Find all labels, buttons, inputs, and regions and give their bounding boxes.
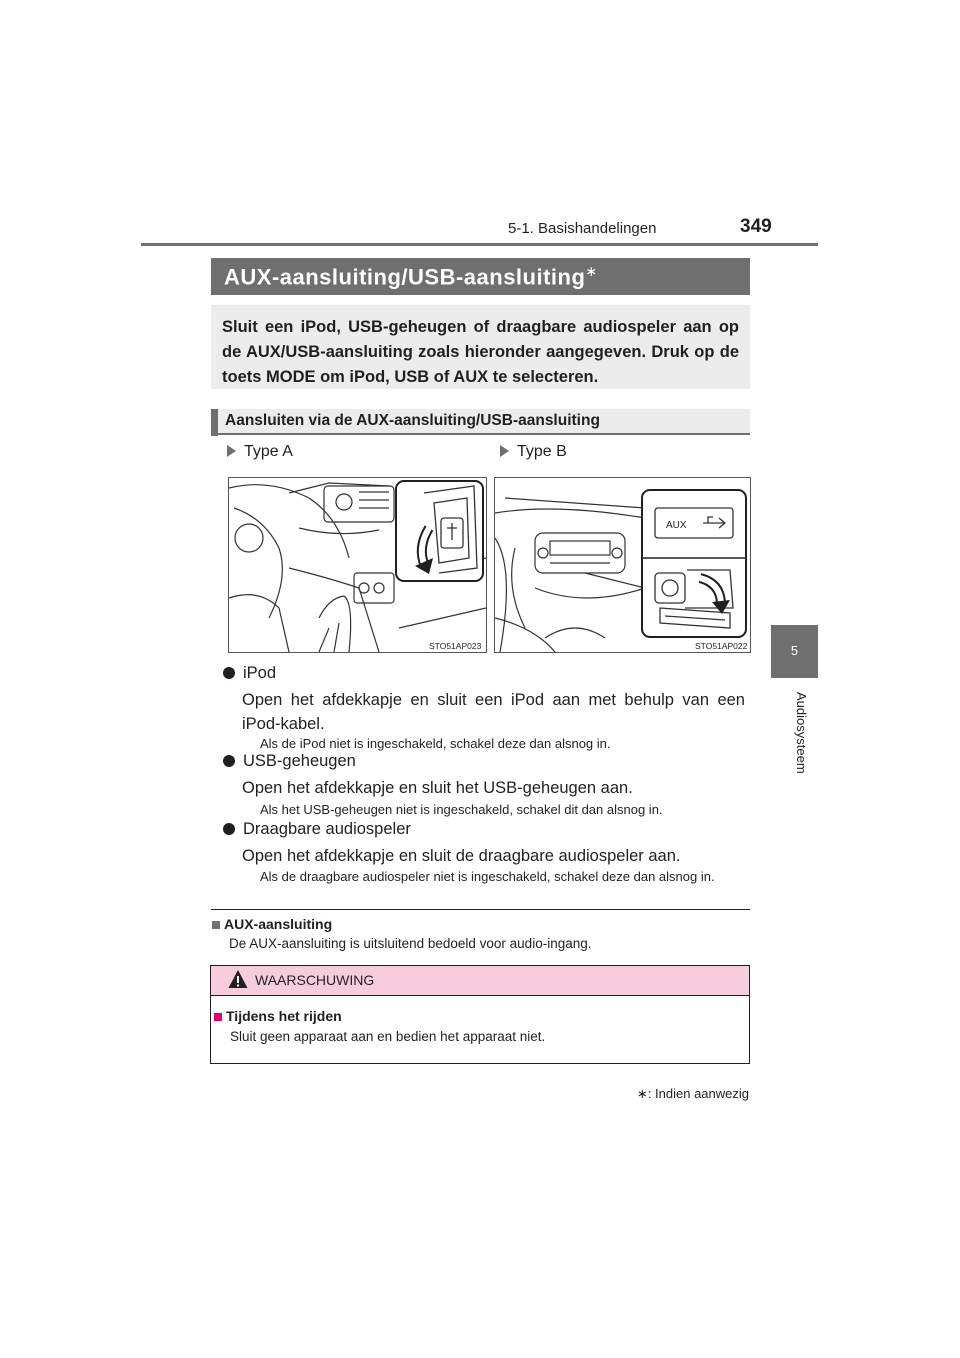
list-item-description: Open het afdekkapje en sluit een iPod aan met behulp van een iPod-kabel.	[242, 691, 745, 733]
list-item-note: Als de iPod niet is ingeschakeld, schakel deze dan alsnog in.	[260, 736, 611, 751]
list-item-title: USB-geheugen	[243, 752, 356, 770]
figure-type-a	[228, 477, 487, 653]
section-divider	[211, 909, 750, 910]
footnote-text: : Indien aanwezig	[647, 1086, 749, 1101]
list-item-usb	[223, 752, 356, 771]
subsection-heading	[218, 409, 750, 435]
intro-text: Sluit een iPod, USB-geheugen of draagbare audiospeler aan op de AUX/USB-aansluiting zoals hieronder aangegeven. Druk op de toets MODE om iPod, USB of AUX te selecteren.	[222, 318, 739, 386]
page-title-text: AUX-aansluiting/USB-aansluiting	[224, 264, 586, 290]
warning-triangle-icon	[228, 969, 248, 989]
bullet-icon	[223, 667, 235, 679]
subsection-accent	[211, 409, 218, 436]
figure-code-a: STO51AP023	[429, 641, 482, 651]
page-title-bar	[211, 258, 750, 295]
triangle-icon	[227, 445, 236, 457]
figure-type-b	[494, 477, 751, 653]
list-item-title: iPod	[243, 664, 277, 682]
list-item-title: Draagbare audiospeler	[243, 820, 411, 838]
bullet-icon	[223, 823, 235, 835]
figure-label-a	[227, 443, 293, 461]
list-item-description: Open het afdekkapje en sluit de draagbare audiospeler aan.	[242, 847, 681, 865]
figure-code-b: STO51AP022	[695, 641, 748, 651]
dashboard-illustration-a	[229, 478, 486, 652]
figure-label-b	[500, 443, 567, 461]
header-rule	[141, 243, 818, 246]
footnote	[601, 1086, 749, 1102]
list-item-audio-player	[223, 820, 411, 839]
warning-heading	[214, 1008, 342, 1024]
triangle-icon	[500, 445, 509, 457]
bullet-icon	[223, 755, 235, 767]
aux-panel-text: AUX	[666, 520, 687, 531]
subsection-title: Aansluiten via de AUX-aansluiting/USB-aansluiting	[225, 412, 600, 429]
warning-label: WAARSCHUWING	[255, 972, 375, 988]
aux-text: De AUX-aansluiting is uitsluitend bedoeld voor audio-ingang.	[229, 936, 592, 951]
title-marker: ∗	[585, 263, 598, 279]
warning-box	[210, 965, 750, 1064]
intro-box	[211, 305, 750, 389]
list-item-note: Als het USB-geheugen niet is ingeschakeld, schakel dit dan alsnog in.	[260, 802, 663, 817]
footnote-marker: ∗	[636, 1086, 648, 1101]
page-title	[224, 263, 598, 290]
aux-heading-text: AUX-aansluiting	[224, 916, 333, 932]
section-title: 5-1. Basishandelingen	[508, 220, 657, 237]
chapter-label: Audiosysteem	[794, 692, 809, 774]
aux-heading	[212, 916, 332, 932]
list-item-note: Als de draagbare audiospeler niet is ingeschakeld, schakel deze dan alsnog in.	[260, 869, 715, 884]
chapter-number: 5	[790, 643, 799, 658]
square-bullet-icon	[214, 1013, 222, 1021]
warning-header	[211, 966, 749, 996]
figure-label-a-text: Type A	[244, 443, 293, 460]
warning-text: Sluit geen apparaat aan en bedien het apparaat niet.	[230, 1029, 546, 1044]
square-bullet-icon	[212, 921, 220, 929]
page-number: 349	[740, 216, 772, 237]
list-item-ipod	[223, 664, 276, 683]
dashboard-illustration-b	[495, 478, 750, 652]
warning-heading-text: Tijdens het rijden	[226, 1008, 342, 1024]
figure-label-b-text: Type B	[517, 443, 567, 460]
list-item-description: Open het afdekkapje en sluit het USB-geheugen aan.	[242, 779, 633, 797]
chapter-tab	[771, 625, 818, 678]
